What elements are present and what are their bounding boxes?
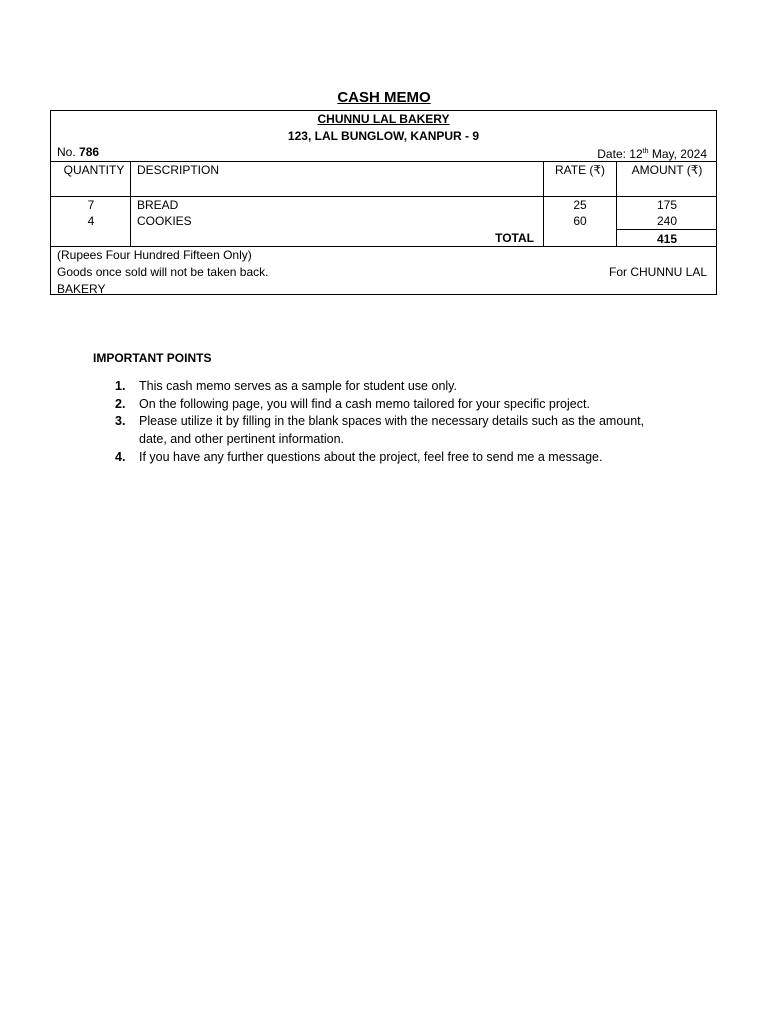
date-day: 12 [629, 147, 643, 161]
list-text: On the following page, you will find a cash memo tailored for your specific project. [139, 396, 590, 411]
shop-name: CHUNNU LAL BAKERY [317, 112, 450, 126]
total-label: TOTAL [495, 231, 534, 245]
list-text: This cash memo serves as a sample for student use only. [139, 379, 457, 393]
list-item [93, 449, 673, 467]
list-number: 2. [115, 396, 126, 411]
memo-number-label: No. [57, 145, 76, 159]
cash-memo-box [50, 110, 717, 295]
item-quantity: 4 [87, 214, 95, 228]
header-amount: AMOUNT (₹) [631, 163, 703, 177]
amount-in-words: (Rupees Four Hundred Fifteen Only) [57, 248, 252, 262]
item-rate: 60 [573, 214, 587, 228]
list-number: 4. [115, 449, 126, 464]
memo-date [597, 145, 707, 161]
item-amount: 240 [656, 214, 678, 228]
signature-line-continued: BAKERY [57, 282, 106, 296]
date-suffix: th [642, 148, 649, 155]
list-number: 1. [115, 379, 126, 393]
list-number: 3. [115, 414, 126, 429]
list-item [93, 396, 673, 414]
important-points-title: IMPORTANT POINTS [93, 351, 212, 365]
list-item [93, 378, 673, 396]
item-amount: 175 [656, 198, 678, 212]
header-description: DESCRIPTION [137, 163, 220, 177]
shop-address: 123, LAL BUNGLOW, KANPUR - 9 [287, 129, 480, 143]
goods-note: Goods once sold will not be taken back. [57, 265, 269, 279]
item-quantity: 7 [87, 198, 95, 212]
list-text: Please utilize it by filling in the blank spaces with the necessary details such as the amount, date, and other pertinent information. [139, 414, 645, 447]
total-top-border [617, 229, 716, 230]
list-item [93, 413, 673, 448]
header-rate: RATE (₹) [554, 163, 606, 177]
important-points-list [93, 378, 673, 467]
list-text: If you have any further questions about the project, feel free to send me a message. [139, 449, 603, 464]
memo-title: CASH MEMO [337, 89, 431, 106]
item-rate: 25 [573, 198, 587, 212]
total-value: 415 [656, 232, 678, 246]
signature-line: For CHUNNU LAL [608, 265, 707, 279]
memo-number-value: 786 [79, 145, 100, 159]
date-label: Date: [597, 147, 626, 161]
memo-number [57, 145, 99, 159]
header-quantity: QUANTITY [63, 163, 125, 177]
item-description: COOKIES [137, 214, 192, 228]
date-rest: May, 2024 [651, 147, 707, 161]
item-description: BREAD [137, 198, 179, 212]
